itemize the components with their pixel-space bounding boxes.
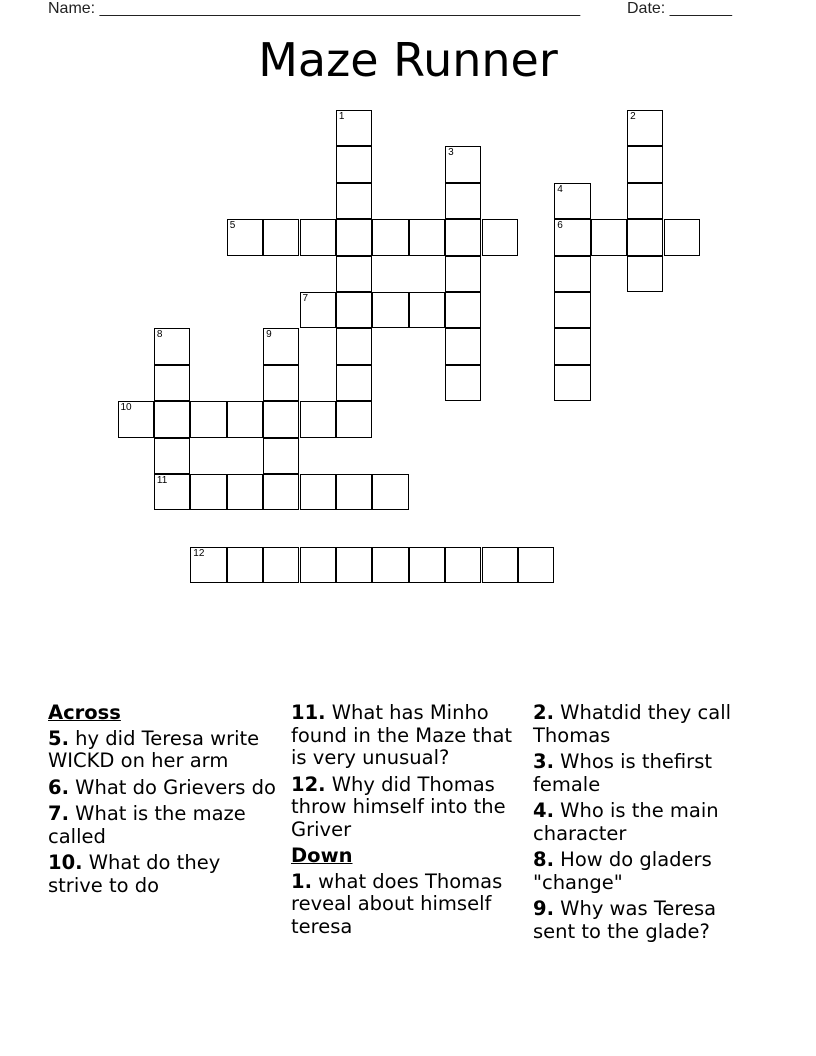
- clue-number: 8: [156, 329, 163, 341]
- clue-number: 11: [156, 475, 168, 486]
- grid-cell[interactable]: [154, 474, 190, 510]
- clue-number-label: 4.: [533, 799, 554, 822]
- clue-text: Whos is thefirst female: [533, 750, 712, 796]
- grid-cell[interactable]: [445, 183, 481, 219]
- clue-number-label: 7.: [48, 802, 69, 825]
- grid-cell[interactable]: [445, 256, 481, 292]
- grid-cell[interactable]: [554, 183, 590, 219]
- grid-cell[interactable]: [409, 292, 445, 328]
- grid-cell[interactable]: [336, 219, 372, 255]
- clue-number-label: 3.: [533, 750, 554, 773]
- grid-cell[interactable]: [627, 219, 663, 255]
- grid-cell[interactable]: [300, 401, 336, 437]
- clue-text: Why did Thomas throw himself into the Griver: [291, 772, 506, 841]
- across-clue: [48, 777, 276, 800]
- grid-cell[interactable]: [518, 547, 554, 583]
- grid-cell[interactable]: [336, 328, 372, 364]
- clues-column-1: [48, 702, 276, 901]
- grid-cell[interactable]: [445, 219, 481, 255]
- clue-text: what does Thomas reveal about himself teresa: [291, 869, 503, 938]
- name-field-label[interactable]: Name: ______________________________________________________: [48, 0, 581, 17]
- grid-cell[interactable]: [263, 547, 299, 583]
- clue-number-label: 2.: [533, 701, 554, 724]
- grid-cell[interactable]: [336, 183, 372, 219]
- clue-number: 5: [229, 220, 236, 232]
- grid-cell[interactable]: [591, 219, 627, 255]
- grid-cell[interactable]: [336, 146, 372, 182]
- grid-cell[interactable]: [227, 547, 263, 583]
- grid-cell[interactable]: [482, 547, 518, 583]
- grid-cell[interactable]: [336, 401, 372, 437]
- clue-number-label: 6.: [48, 775, 69, 799]
- grid-cell[interactable]: [445, 547, 481, 583]
- grid-cell[interactable]: [627, 256, 663, 292]
- down-clue: [533, 751, 761, 796]
- grid-cell[interactable]: [336, 256, 372, 292]
- down-clue: [533, 800, 761, 845]
- grid-cell[interactable]: [554, 292, 590, 328]
- grid-cell[interactable]: [627, 183, 663, 219]
- grid-cell[interactable]: [336, 110, 372, 146]
- clue-number-label: 9.: [533, 897, 554, 920]
- grid-cell[interactable]: [554, 256, 590, 292]
- clue-number-label: 5.: [48, 726, 69, 750]
- grid-cell[interactable]: [336, 474, 372, 510]
- grid-cell[interactable]: [227, 474, 263, 510]
- clue-number: 4: [557, 183, 563, 195]
- down-clue: [291, 871, 519, 939]
- down-clue: [533, 898, 761, 943]
- clue-text: What do they strive to do: [48, 851, 221, 897]
- grid-cell[interactable]: [263, 365, 299, 401]
- grid-cell[interactable]: [627, 110, 663, 146]
- grid-cell[interactable]: [154, 328, 190, 364]
- grid-cell[interactable]: [445, 365, 481, 401]
- across-clue-list: [48, 728, 276, 898]
- clue-text: How do gladers "change": [533, 848, 712, 894]
- down-clue-list-continued: [533, 702, 761, 943]
- across-clue: [291, 702, 519, 770]
- grid-cell[interactable]: [336, 365, 372, 401]
- across-clue: [48, 803, 276, 848]
- grid-cell[interactable]: [372, 219, 408, 255]
- across-clue: [48, 728, 276, 773]
- grid-cell[interactable]: [263, 219, 299, 255]
- grid-cell[interactable]: [409, 219, 445, 255]
- grid-cell[interactable]: [372, 547, 408, 583]
- grid-cell[interactable]: [263, 328, 299, 364]
- clue-number: 9: [266, 329, 272, 341]
- grid-cell[interactable]: [300, 474, 336, 510]
- grid-cell[interactable]: [190, 401, 226, 437]
- grid-cell[interactable]: [554, 365, 590, 401]
- grid-cell[interactable]: [190, 547, 226, 583]
- grid-cell[interactable]: [554, 219, 590, 255]
- grid-cell[interactable]: [154, 401, 190, 437]
- clue-text: What has Minho found in the Maze that is very unusual?: [291, 701, 513, 769]
- across-header: Across: [48, 701, 121, 724]
- grid-cell[interactable]: [190, 474, 226, 510]
- clues-column-3: [533, 702, 761, 947]
- grid-cell[interactable]: [300, 292, 336, 328]
- clue-text: Who is the main character: [533, 799, 719, 845]
- clue-number: 7: [302, 293, 309, 304]
- down-header: Down: [291, 844, 353, 867]
- grid-cell[interactable]: [482, 219, 518, 255]
- grid-cell[interactable]: [336, 292, 372, 328]
- grid-cell[interactable]: [263, 438, 299, 474]
- across-clue-list-continued: [291, 702, 519, 841]
- puzzle-title: Maze Runner: [258, 33, 558, 87]
- grid-cell[interactable]: [445, 146, 481, 182]
- clue-text: hy did Teresa write WICKD on her arm: [48, 726, 260, 772]
- date-field-label[interactable]: Date: _______: [627, 0, 732, 17]
- grid-cell[interactable]: [554, 328, 590, 364]
- down-clue: [533, 702, 761, 747]
- grid-cell[interactable]: [300, 547, 336, 583]
- clue-text: Whatdid they call Thomas: [533, 701, 732, 747]
- across-clue: [291, 774, 519, 842]
- clue-number-label: 12.: [291, 772, 326, 796]
- clue-number-label: 10.: [48, 851, 83, 874]
- clue-number-label: 11.: [291, 701, 326, 724]
- across-clue: [48, 852, 276, 897]
- clue-number: 2: [630, 111, 636, 122]
- clue-text: What do Grievers do: [68, 775, 276, 799]
- clue-number: 1: [338, 111, 345, 122]
- grid-cell[interactable]: [409, 547, 445, 583]
- clue-number: 3: [448, 147, 454, 159]
- grid-cell[interactable]: [372, 474, 408, 510]
- clue-number-label: 1.: [291, 869, 312, 893]
- clue-number: 12: [193, 547, 205, 559]
- clue-text: Why was Teresa sent to the glade?: [533, 897, 717, 943]
- grid-cell[interactable]: [227, 401, 263, 437]
- grid-cell[interactable]: [154, 438, 190, 474]
- grid-cell[interactable]: [118, 401, 154, 437]
- clue-number: 6: [557, 220, 563, 232]
- grid-cell[interactable]: [300, 219, 336, 255]
- grid-cell[interactable]: [263, 474, 299, 510]
- clues-column-2: [291, 702, 519, 942]
- clue-number: 10: [120, 402, 132, 414]
- grid-cell[interactable]: [445, 292, 481, 328]
- grid-cell[interactable]: [445, 328, 481, 364]
- down-clue-list: [291, 871, 519, 939]
- clue-number-label: 8.: [533, 848, 554, 871]
- grid-cell[interactable]: [227, 219, 263, 255]
- grid-cell[interactable]: [372, 292, 408, 328]
- grid-cell[interactable]: [627, 146, 663, 182]
- grid-cell[interactable]: [154, 365, 190, 401]
- down-clue: [533, 849, 761, 894]
- grid-cell[interactable]: [336, 547, 372, 583]
- grid-cell[interactable]: [263, 401, 299, 437]
- clue-text: What is the maze called: [48, 802, 246, 848]
- grid-cell[interactable]: [664, 219, 700, 255]
